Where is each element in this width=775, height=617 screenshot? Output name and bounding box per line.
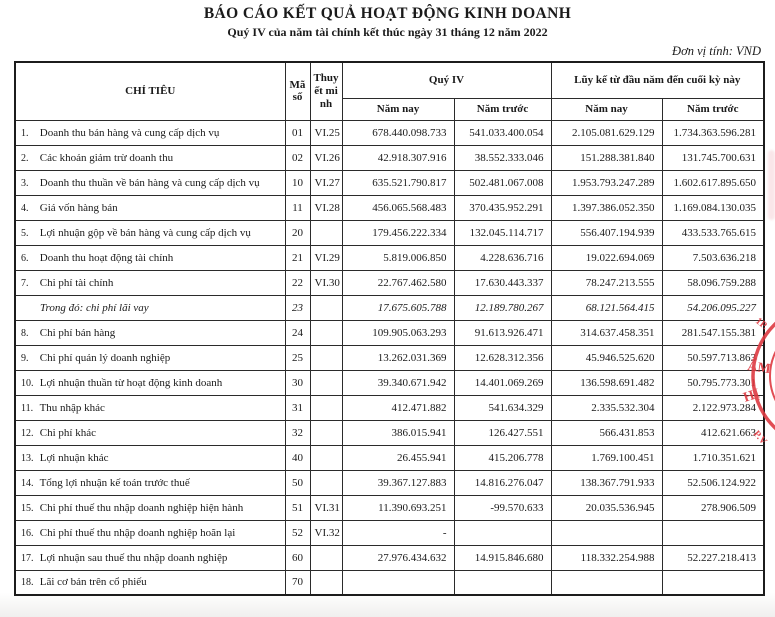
row-label: Chi phí thuế thu nhập doanh nghiệp hoãn lại bbox=[39, 526, 236, 539]
row-label-cell bbox=[15, 520, 285, 545]
quy-nam-nay-cell: 27.976.434.632 bbox=[342, 545, 454, 570]
luyke-nam-nay-cell: 138.367.791.933 bbox=[551, 470, 662, 495]
luyke-nam-truoc-cell: 2.122.973.284 bbox=[662, 395, 764, 420]
header-quy-nam-nay: Năm nay bbox=[342, 98, 454, 120]
quy-nam-truoc-cell: 14.915.846.680 bbox=[454, 545, 551, 570]
ma-so-cell: 11 bbox=[285, 195, 310, 220]
quy-nam-nay-cell: 39.340.671.942 bbox=[342, 370, 454, 395]
luyke-nam-nay-cell bbox=[551, 570, 662, 595]
quy-nam-nay-cell: 412.471.882 bbox=[342, 395, 454, 420]
note-cell bbox=[310, 445, 342, 470]
note-cell: VI.27 bbox=[310, 170, 342, 195]
row-label: Chi phí thuế thu nhập doanh nghiệp hiện hành bbox=[39, 501, 244, 514]
header-lk-nam-nay: Năm nay bbox=[551, 98, 662, 120]
row-label-cell bbox=[15, 495, 285, 520]
luyke-nam-truoc-cell: 131.745.700.631 bbox=[662, 145, 764, 170]
quy-nam-truoc-cell: 14.816.276.047 bbox=[454, 470, 551, 495]
row-label: Doanh thu bán hàng và cung cấp dịch vụ bbox=[39, 126, 220, 139]
row-label: Chi phí khác bbox=[39, 426, 96, 439]
note-cell bbox=[310, 395, 342, 420]
table-row bbox=[15, 520, 764, 545]
table-row bbox=[15, 570, 764, 595]
luyke-nam-nay-cell: 2.105.081.629.129 bbox=[551, 120, 662, 145]
header-ma-so: Mã số bbox=[285, 62, 310, 120]
quy-nam-truoc-cell: 415.206.778 bbox=[454, 445, 551, 470]
unit-note: Đơn vị tính: VND bbox=[672, 44, 761, 58]
row-number: 11. bbox=[21, 402, 34, 414]
table-row bbox=[15, 345, 764, 370]
luyke-nam-truoc-cell: 281.547.155.381 bbox=[662, 320, 764, 345]
luyke-nam-nay-cell: 20.035.536.945 bbox=[551, 495, 662, 520]
quy-nam-truoc-cell: 91.613.926.471 bbox=[454, 320, 551, 345]
quy-nam-nay-cell: 635.521.790.817 bbox=[342, 170, 454, 195]
header-quy-nam-truoc: Năm trước bbox=[454, 98, 551, 120]
quy-nam-nay-cell: 22.767.462.580 bbox=[342, 270, 454, 295]
table-row bbox=[15, 245, 764, 270]
luyke-nam-truoc-cell: 1.169.084.130.035 bbox=[662, 195, 764, 220]
quy-nam-truoc-cell: 17.630.443.337 bbox=[454, 270, 551, 295]
quy-nam-nay-cell: 386.015.941 bbox=[342, 420, 454, 445]
note-cell bbox=[310, 370, 342, 395]
ma-so-cell: 10 bbox=[285, 170, 310, 195]
row-label: Thu nhập khác bbox=[39, 401, 105, 414]
row-label: Lãi cơ bản trên cổ phiếu bbox=[39, 576, 147, 589]
ma-so-cell: 50 bbox=[285, 470, 310, 495]
header-quy-iv: Quý IV bbox=[342, 62, 551, 98]
ma-so-cell: 52 bbox=[285, 520, 310, 545]
row-label-cell bbox=[15, 445, 285, 470]
luyke-nam-truoc-cell: 50.795.773.301 bbox=[662, 370, 764, 395]
luyke-nam-nay-cell: 566.431.853 bbox=[551, 420, 662, 445]
ma-so-cell: 22 bbox=[285, 270, 310, 295]
luyke-nam-truoc-cell bbox=[662, 570, 764, 595]
note-cell bbox=[310, 320, 342, 345]
table-row bbox=[15, 395, 764, 420]
row-label-cell bbox=[15, 570, 285, 595]
luyke-nam-nay-cell: 136.598.691.482 bbox=[551, 370, 662, 395]
row-number: 6. bbox=[21, 252, 29, 264]
page-subtitle: Quý IV của năm tài chính kết thúc ngày 31 tháng 12 năm 2022 bbox=[227, 25, 548, 39]
note-cell bbox=[310, 295, 342, 320]
table-row bbox=[15, 470, 764, 495]
luyke-nam-nay-cell bbox=[551, 520, 662, 545]
quy-nam-nay-cell: 456.065.568.483 bbox=[342, 195, 454, 220]
luyke-nam-nay-cell: 2.335.532.304 bbox=[551, 395, 662, 420]
luyke-nam-truoc-cell: 58.096.759.288 bbox=[662, 270, 764, 295]
row-number: 5. bbox=[21, 227, 29, 239]
note-cell bbox=[310, 220, 342, 245]
row-label-cell bbox=[15, 120, 285, 145]
row-label-cell bbox=[15, 470, 285, 495]
scan-artifact bbox=[768, 150, 775, 220]
luyke-nam-truoc-cell: 50.597.713.863 bbox=[662, 345, 764, 370]
row-label-cell bbox=[15, 345, 285, 370]
luyke-nam-nay-cell: 1.397.386.052.350 bbox=[551, 195, 662, 220]
quy-nam-truoc-cell: 4.228.636.716 bbox=[454, 245, 551, 270]
quy-nam-truoc-cell: 132.045.114.717 bbox=[454, 220, 551, 245]
ma-so-cell: 20 bbox=[285, 220, 310, 245]
row-label-cell bbox=[15, 220, 285, 245]
note-cell bbox=[310, 420, 342, 445]
row-number: 10. bbox=[21, 377, 34, 389]
luyke-nam-truoc-cell: 412.621.663 bbox=[662, 420, 764, 445]
svg-text:P.V: P.V bbox=[750, 428, 769, 448]
quy-nam-nay-cell: 42.918.307.916 bbox=[342, 145, 454, 170]
luyke-nam-truoc-cell bbox=[662, 520, 764, 545]
luyke-nam-nay-cell: 45.946.525.620 bbox=[551, 345, 662, 370]
ma-so-cell: 21 bbox=[285, 245, 310, 270]
ma-so-cell: 32 bbox=[285, 420, 310, 445]
report-table-body bbox=[15, 120, 764, 595]
row-label: Doanh thu hoạt động tài chính bbox=[39, 251, 174, 264]
header-thuyet-minh: Thuyết minh bbox=[310, 62, 342, 120]
table-row bbox=[15, 295, 764, 320]
table-header-row-1 bbox=[15, 62, 764, 98]
quy-nam-truoc-cell: 541.033.400.054 bbox=[454, 120, 551, 145]
quy-nam-truoc-cell: 12.628.312.356 bbox=[454, 345, 551, 370]
row-label: Giá vốn hàng bán bbox=[39, 201, 118, 214]
row-label: Chi phí tài chính bbox=[39, 276, 114, 289]
note-cell: VI.31 bbox=[310, 495, 342, 520]
quy-nam-truoc-cell: 541.634.329 bbox=[454, 395, 551, 420]
luyke-nam-nay-cell: 1.769.100.451 bbox=[551, 445, 662, 470]
row-label-cell bbox=[15, 370, 285, 395]
header-chi-tieu: CHỈ TIÊU bbox=[15, 62, 285, 120]
table-row bbox=[15, 445, 764, 470]
note-cell bbox=[310, 470, 342, 495]
row-label-cell bbox=[15, 195, 285, 220]
luyke-nam-nay-cell: 19.022.694.069 bbox=[551, 245, 662, 270]
quy-nam-truoc-cell: 502.481.067.008 bbox=[454, 170, 551, 195]
row-label: Lợi nhuận gộp về bán hàng và cung cấp dịch vụ bbox=[39, 226, 251, 239]
note-cell bbox=[310, 570, 342, 595]
row-number: 14. bbox=[21, 477, 34, 489]
page-title: BÁO CÁO KẾT QUẢ HOẠT ĐỘNG KINH DOANH bbox=[203, 5, 572, 22]
row-label-cell bbox=[15, 295, 285, 320]
row-label-cell bbox=[15, 270, 285, 295]
luyke-nam-nay-cell: 78.247.213.555 bbox=[551, 270, 662, 295]
quy-nam-truoc-cell bbox=[454, 520, 551, 545]
note-cell: VI.28 bbox=[310, 195, 342, 220]
quy-nam-nay-cell: 11.390.693.251 bbox=[342, 495, 454, 520]
row-label-cell bbox=[15, 320, 285, 345]
table-row bbox=[15, 120, 764, 145]
row-number: 17. bbox=[21, 552, 34, 564]
table-row bbox=[15, 220, 764, 245]
note-cell bbox=[310, 345, 342, 370]
luyke-nam-truoc-cell: 52.227.218.413 bbox=[662, 545, 764, 570]
quy-nam-truoc-cell bbox=[454, 570, 551, 595]
note-cell: VI.32 bbox=[310, 520, 342, 545]
ma-so-cell: 40 bbox=[285, 445, 310, 470]
table-row bbox=[15, 370, 764, 395]
note-cell: VI.29 bbox=[310, 245, 342, 270]
note-cell: VI.26 bbox=[310, 145, 342, 170]
row-label-cell bbox=[15, 170, 285, 195]
note-cell bbox=[310, 545, 342, 570]
quy-nam-truoc-cell: 14.401.069.269 bbox=[454, 370, 551, 395]
row-number: 1. bbox=[21, 127, 29, 139]
luyke-nam-truoc-cell: 7.503.636.218 bbox=[662, 245, 764, 270]
svg-text:ẤM: ẤM bbox=[746, 359, 772, 378]
row-label: Trong đó: chi phí lãi vay bbox=[40, 301, 149, 314]
quy-nam-nay-cell: 678.440.098.733 bbox=[342, 120, 454, 145]
row-number: 12. bbox=[21, 427, 34, 439]
row-number: 15. bbox=[21, 502, 34, 514]
row-number: 16. bbox=[21, 527, 34, 539]
row-label-cell bbox=[15, 395, 285, 420]
header-luy-ke: Lũy kế từ đầu năm đến cuối kỳ này bbox=[551, 62, 764, 98]
quy-nam-truoc-cell: 126.427.551 bbox=[454, 420, 551, 445]
ma-so-cell: 70 bbox=[285, 570, 310, 595]
row-number: 4. bbox=[21, 202, 29, 214]
luyke-nam-truoc-cell: 433.533.765.615 bbox=[662, 220, 764, 245]
quy-nam-truoc-cell: 370.435.952.291 bbox=[454, 195, 551, 220]
row-label: Lợi nhuận sau thuế thu nhập doanh nghiệp bbox=[39, 551, 228, 564]
row-number: 3. bbox=[21, 177, 29, 189]
luyke-nam-truoc-cell: 1.734.363.596.281 bbox=[662, 120, 764, 145]
row-label-cell bbox=[15, 245, 285, 270]
row-number: 7. bbox=[21, 277, 29, 289]
row-label: Doanh thu thuần về bán hàng và cung cấp dịch vụ bbox=[39, 176, 260, 189]
luyke-nam-nay-cell: 68.121.564.415 bbox=[551, 295, 662, 320]
ma-so-cell: 30 bbox=[285, 370, 310, 395]
quy-nam-nay-cell: 179.456.222.334 bbox=[342, 220, 454, 245]
table-row bbox=[15, 170, 764, 195]
header-lk-nam-truoc: Năm trước bbox=[662, 98, 764, 120]
income-statement-table bbox=[14, 61, 765, 596]
ma-so-cell: 01 bbox=[285, 120, 310, 145]
ma-so-cell: 51 bbox=[285, 495, 310, 520]
quy-nam-truoc-cell: 12.189.780.267 bbox=[454, 295, 551, 320]
table-row bbox=[15, 495, 764, 520]
table-row bbox=[15, 145, 764, 170]
row-label: Tổng lợi nhuận kế toán trước thuế bbox=[39, 476, 190, 489]
row-number: 2. bbox=[21, 152, 29, 164]
row-label: Lợi nhuận thuần từ hoạt động kinh doanh bbox=[39, 376, 223, 389]
quy-nam-nay-cell: 13.262.031.369 bbox=[342, 345, 454, 370]
table-row bbox=[15, 320, 764, 345]
quy-nam-nay-cell: 109.905.063.293 bbox=[342, 320, 454, 345]
row-label-cell bbox=[15, 545, 285, 570]
quy-nam-nay-cell bbox=[342, 570, 454, 595]
row-number: 9. bbox=[21, 352, 29, 364]
quy-nam-nay-cell: 17.675.605.788 bbox=[342, 295, 454, 320]
luyke-nam-truoc-cell: 52.506.124.922 bbox=[662, 470, 764, 495]
row-number: 8. bbox=[21, 327, 29, 339]
row-label-cell bbox=[15, 145, 285, 170]
quy-nam-nay-cell: 5.819.006.850 bbox=[342, 245, 454, 270]
note-cell: VI.30 bbox=[310, 270, 342, 295]
row-label: Các khoản giảm trừ doanh thu bbox=[39, 151, 174, 164]
table-row bbox=[15, 195, 764, 220]
row-number: 18. bbox=[21, 577, 34, 589]
quy-nam-nay-cell: 39.367.127.883 bbox=[342, 470, 454, 495]
ma-so-cell: 24 bbox=[285, 320, 310, 345]
luyke-nam-nay-cell: 151.288.381.840 bbox=[551, 145, 662, 170]
svg-text:1P.: 1P. bbox=[753, 315, 770, 333]
note-cell: VI.25 bbox=[310, 120, 342, 145]
quy-nam-truoc-cell: -99.570.633 bbox=[454, 495, 551, 520]
row-label: Chi phí quản lý doanh nghiệp bbox=[39, 351, 171, 364]
ma-so-cell: 60 bbox=[285, 545, 310, 570]
ma-so-cell: 25 bbox=[285, 345, 310, 370]
luyke-nam-truoc-cell: 1.602.617.895.650 bbox=[662, 170, 764, 195]
ma-so-cell: 31 bbox=[285, 395, 310, 420]
row-label: Lợi nhuận khác bbox=[39, 451, 109, 464]
svg-text:HỊ: HỊ bbox=[741, 386, 762, 406]
table-row bbox=[15, 420, 764, 445]
ma-so-cell: 23 bbox=[285, 295, 310, 320]
table-row bbox=[15, 545, 764, 570]
ma-so-cell: 02 bbox=[285, 145, 310, 170]
luyke-nam-truoc-cell: 54.206.095.227 bbox=[662, 295, 764, 320]
row-label-cell bbox=[15, 420, 285, 445]
luyke-nam-nay-cell: 1.953.793.247.289 bbox=[551, 170, 662, 195]
row-number: 13. bbox=[21, 452, 34, 464]
row-label: Chi phí bán hàng bbox=[39, 326, 116, 339]
luyke-nam-truoc-cell: 1.710.351.621 bbox=[662, 445, 764, 470]
table-row bbox=[15, 270, 764, 295]
quy-nam-truoc-cell: 38.552.333.046 bbox=[454, 145, 551, 170]
luyke-nam-truoc-cell: 278.906.509 bbox=[662, 495, 764, 520]
luyke-nam-nay-cell: 556.407.194.939 bbox=[551, 220, 662, 245]
luyke-nam-nay-cell: 118.332.254.988 bbox=[551, 545, 662, 570]
quy-nam-nay-cell: 26.455.941 bbox=[342, 445, 454, 470]
quy-nam-nay-cell: - bbox=[342, 520, 454, 545]
luyke-nam-nay-cell: 314.637.458.351 bbox=[551, 320, 662, 345]
